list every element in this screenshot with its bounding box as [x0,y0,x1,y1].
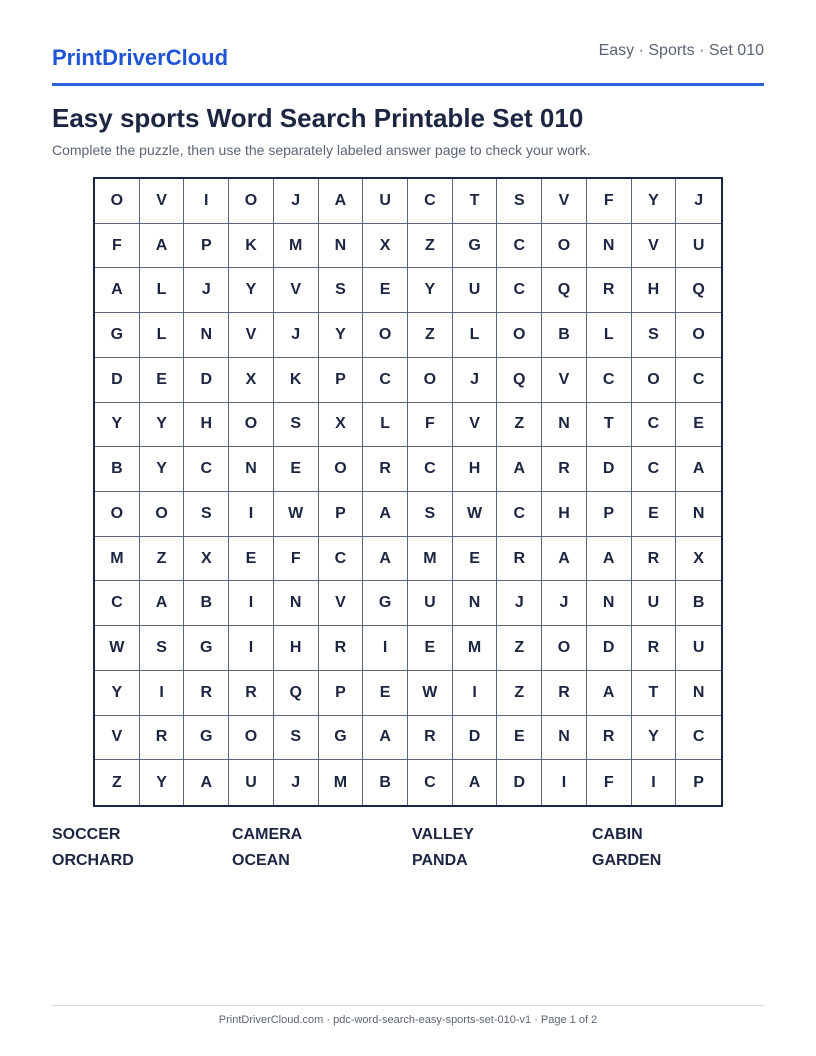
grid-cell: C [497,268,542,313]
grid-cell: D [184,358,229,403]
grid-cell: E [632,492,677,537]
breadcrumb: Easy · Sports · Set 010 [598,42,764,59]
grid-cell: Z [497,626,542,671]
grid-cell: C [632,403,677,448]
footer-divider [52,1005,764,1006]
grid-cell: N [587,224,632,269]
grid-cell: S [319,268,364,313]
grid-cell: J [274,313,319,358]
grid-cell: P [319,358,364,403]
grid-cell: U [453,268,498,313]
grid-cell: D [95,358,140,403]
grid-cell: B [95,447,140,492]
grid-cell: E [274,447,319,492]
word-list-item: VALLEY [412,826,474,843]
word-list-item: PANDA [412,852,468,869]
grid-cell: F [274,537,319,582]
grid-cell: V [95,716,140,761]
grid-cell: T [587,403,632,448]
grid-cell: Q [274,671,319,716]
page-footer: PrintDriverCloud.com · pdc-word-search-easy-sports-set-010-v1 · Page 1 of 2 [218,1014,598,1026]
grid-cell: A [363,537,408,582]
grid-cell: F [587,179,632,224]
grid-cell: X [676,537,721,582]
grid-cell: T [632,671,677,716]
grid-cell: N [542,403,587,448]
grid-cell: R [587,268,632,313]
grid-cell: V [319,581,364,626]
grid-cell: G [184,626,229,671]
grid-cell: F [408,403,453,448]
grid-cell: A [319,179,364,224]
grid-cell: I [229,581,274,626]
grid-cell: O [229,716,274,761]
grid-cell: M [408,537,453,582]
page-header [52,40,764,86]
grid-cell: U [676,626,721,671]
grid-cell: Q [497,358,542,403]
grid-cell: N [542,716,587,761]
grid-cell: Y [632,716,677,761]
grid-cell: V [542,179,587,224]
grid-cell: B [184,581,229,626]
grid-cell: Y [95,403,140,448]
grid-cell: U [229,760,274,805]
page-title: Easy sports Word Search Printable Set 010 [52,103,584,133]
grid-cell: D [497,760,542,805]
grid-cell: A [587,537,632,582]
grid-cell: E [453,537,498,582]
grid-cell: Q [676,268,721,313]
grid-cell: A [95,268,140,313]
grid-cell: A [587,671,632,716]
grid-cell: V [453,403,498,448]
grid-cell: G [453,224,498,269]
grid-cell: U [363,179,408,224]
grid-cell: Y [140,760,185,805]
grid-cell: N [319,224,364,269]
grid-cell: E [497,716,542,761]
grid-cell: R [319,626,364,671]
grid-cell: O [363,313,408,358]
grid-cell: K [229,224,274,269]
word-search-grid [93,177,723,807]
grid-cell: V [229,313,274,358]
grid-cell: H [542,492,587,537]
grid-cell: P [693,773,704,791]
grid-cell: N [184,313,229,358]
grid-cell: C [676,716,721,761]
grid-cell: M [319,760,364,805]
grid-cell: W [274,492,319,537]
grid-cell: R [542,671,587,716]
grid-cell: O [542,224,587,269]
grid-cell: R [542,447,587,492]
grid-cell: D [453,716,498,761]
grid-cell: J [497,581,542,626]
word-list-item: CAMERA [232,826,303,843]
grid-cell: P [319,492,364,537]
grid-cell: D [587,447,632,492]
grid-cell: A [140,581,185,626]
grid-cell: D [587,626,632,671]
grid-cell: L [453,313,498,358]
grid-cell: A [363,492,408,537]
grid-cell: C [408,179,453,224]
grid-cell: A [453,760,498,805]
grid-cell: L [587,313,632,358]
page-subtitle: Complete the puzzle, then use the separately labeled answer page to check your work. [52,142,591,158]
grid-cell: J [453,358,498,403]
grid-cell: S [632,313,677,358]
grid-cell: K [274,358,319,403]
grid-cell: Y [140,447,185,492]
grid-cell: C [587,358,632,403]
grid-cell: Y [408,268,453,313]
grid-cell: R [140,716,185,761]
grid-cell: G [319,716,364,761]
grid-cell: M [274,224,319,269]
grid-cell: O [140,492,185,537]
grid-cell: V [542,358,587,403]
brand-logo-text[interactable]: PrintDriverCloud [52,45,229,70]
grid-cell: N [676,492,721,537]
grid-cell: C [497,492,542,537]
word-list-item: OCEAN [232,852,290,869]
grid-cell: O [95,179,140,224]
grid-cell: V [274,268,319,313]
grid-cell: C [319,537,364,582]
grid-cell: A [363,716,408,761]
grid-cell: L [363,403,408,448]
grid-cell: R [363,447,408,492]
grid-cell: S [274,716,319,761]
grid-cell: Z [95,760,140,805]
word-list-item: SOCCER [52,826,121,843]
grid-cell: Y [229,268,274,313]
grid-cell: R [497,537,542,582]
grid-cell: L [140,313,185,358]
grid-cell: C [95,581,140,626]
grid-cell: B [363,760,408,805]
grid-cell: N [676,671,721,716]
grid-cell: H [184,403,229,448]
grid-cell: I [140,671,185,716]
grid-cell: H [274,626,319,671]
grid-cell: O [542,626,587,671]
grid-cell: S [140,626,185,671]
grid-cell: V [140,179,185,224]
grid-cell: X [363,224,408,269]
grid-cell: I [363,626,408,671]
grid-cell: N [274,581,319,626]
grid-cell: N [229,447,274,492]
grid-cell: G [184,716,229,761]
grid-cell: W [95,626,140,671]
grid-cell: O [408,358,453,403]
grid-cell: S [408,492,453,537]
grid-cell: R [408,716,453,761]
grid-cell: F [587,760,632,805]
grid-cell: Z [497,671,542,716]
grid-cell: F [95,224,140,269]
grid-cell: M [95,537,140,582]
grid-cell: J [274,760,319,805]
grid-cell: O [95,492,140,537]
grid-cell: V [632,224,677,269]
grid-cell: E [363,671,408,716]
grid-cell: I [184,179,229,224]
grid-cell: S [184,492,229,537]
grid-cell: J [676,179,721,224]
grid-cell: X [319,403,364,448]
grid-cell: Z [497,403,542,448]
grid-cell: Z [408,313,453,358]
header-divider [52,83,764,86]
grid-cell: L [140,268,185,313]
grid-cell: Y [140,403,185,448]
grid-cell: A [497,447,542,492]
word-list-item: CABIN [592,826,643,843]
grid-cell: P [319,671,364,716]
grid-cell: W [453,492,498,537]
grid-cell: A [184,760,229,805]
grid-cell: M [453,626,498,671]
grid-cell: W [408,671,453,716]
grid-cell: Y [95,671,140,716]
grid-cell: Y [632,179,677,224]
grid-cell: E [229,537,274,582]
grid-cell: P [184,224,229,269]
grid-cell: B [676,581,721,626]
grid-cell: G [95,313,140,358]
grid-cell: I [542,760,587,805]
grid-cell: N [453,581,498,626]
word-list [52,826,772,870]
grid-cell: R [632,626,677,671]
grid-cell: Q [542,268,587,313]
grid-cell: S [274,403,319,448]
grid-cell: I [632,760,677,805]
grid-cell: R [587,716,632,761]
grid-cell: Y [319,313,364,358]
grid-cell: E [676,403,721,448]
grid-cell: C [497,224,542,269]
grid-cell: C [408,760,453,805]
grid-cell: J [184,268,229,313]
word-list-item: ORCHARD [52,852,134,869]
grid-cell: C [363,358,408,403]
grid-cell: N [587,581,632,626]
grid-cell: A [542,537,587,582]
grid-cell: R [632,537,677,582]
grid-cell: S [497,179,542,224]
grid-cell: I [229,492,274,537]
grid-cell: Z [140,537,185,582]
grid-cell: I [229,626,274,671]
grid-cell: R [184,671,229,716]
grid-cell: J [542,581,587,626]
grid-cell: C [184,447,229,492]
grid-cell: B [542,313,587,358]
grid-cell: E [363,268,408,313]
grid-cell: E [140,358,185,403]
grid-cell: O [229,179,274,224]
grid-cell: R [229,671,274,716]
grid-cell: C [676,358,721,403]
grid-cell: U [632,581,677,626]
grid-cell: H [453,447,498,492]
grid-cell: H [632,268,677,313]
grid-cell: O [676,313,721,358]
word-list-item: GARDEN [592,852,662,869]
grid-cell: T [453,179,498,224]
grid-cell: E [408,626,453,671]
grid-cell: A [140,224,185,269]
grid-cell: O [632,358,677,403]
grid-cell: P [587,492,632,537]
grid-cell: U [676,224,721,269]
grid-cell: O [319,447,364,492]
grid-cell: A [676,447,721,492]
grid-cell: U [408,581,453,626]
grid-cell: O [497,313,542,358]
grid-cell: X [229,358,274,403]
grid-cell: I [453,671,498,716]
grid-cell: Z [408,224,453,269]
grid-cell: G [363,581,408,626]
grid-cell: C [408,447,453,492]
grid-cell: C [632,447,677,492]
grid-cell: J [274,179,319,224]
grid-cell: X [184,537,229,582]
grid-cell: O [229,403,274,448]
